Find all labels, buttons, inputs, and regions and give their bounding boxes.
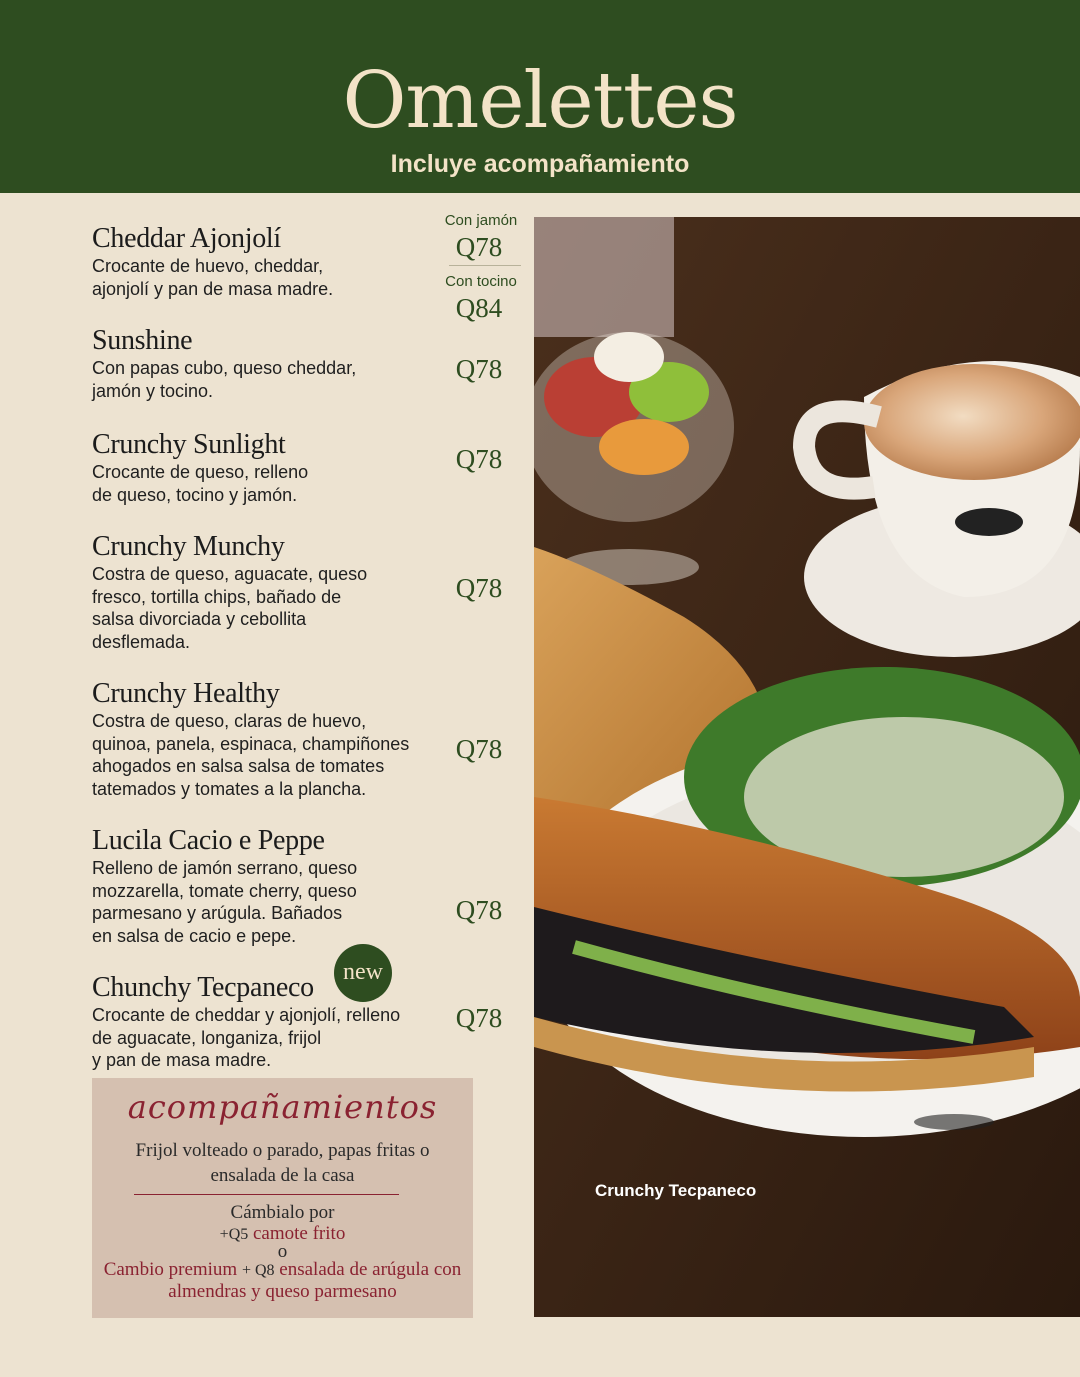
premium-label: Cambio premium bbox=[103, 1259, 238, 1280]
price-bacon: Q84 bbox=[455, 293, 503, 323]
item-name: Lucila Cacio e Peppe bbox=[92, 825, 325, 856]
upgrade-price: +Q5 bbox=[219, 1226, 249, 1243]
sides-change bbox=[92, 1202, 473, 1302]
menu-item-crunchy-healthy bbox=[92, 679, 452, 800]
item-description: Relleno de jamón serrano, queso mozzarella, tomate cherry, queso parmesano y arúgula. Bañados en salsa de cacio e pepe. bbox=[92, 858, 358, 946]
sides-options: Frijol volteado o parado, papas fritas o ensalada de la casa bbox=[135, 1140, 430, 1186]
header-banner bbox=[0, 0, 1080, 193]
page-subtitle: Incluye acompañamiento bbox=[390, 150, 690, 178]
item-name: Cheddar Ajonjolí bbox=[92, 223, 281, 254]
item-price: Q78 bbox=[455, 895, 503, 925]
change-label: Cámbialo por bbox=[230, 1202, 335, 1223]
item-name: Crunchy Sunlight bbox=[92, 429, 286, 460]
item-price: Q78 bbox=[455, 354, 503, 384]
item-description: Crocante de queso, relleno de queso, tocino y jamón. bbox=[92, 462, 309, 505]
photo-caption: Crunchy Tecpaneco bbox=[595, 1181, 757, 1200]
item-price: Q78 bbox=[455, 1003, 503, 1033]
item-description: Costra de queso, claras de huevo, quinoa, panela, espinaca, champiñones ahogados en salsa salsa de tomates tatemados y tomates a la plancha. bbox=[92, 711, 410, 799]
item-name: Sunshine bbox=[92, 325, 193, 356]
item-name: Crunchy Munchy bbox=[92, 531, 285, 562]
sides-divider bbox=[134, 1194, 399, 1195]
food-photo-illustration bbox=[534, 217, 1080, 1317]
price-label-ham: Con jamón bbox=[444, 212, 518, 229]
menu-item-crunchy-sunlight bbox=[92, 430, 442, 506]
price-ham: Q78 bbox=[455, 232, 503, 262]
item-description: Crocante de cheddar y ajonjolí, relleno de aguacate, longaniza, frijol y pan de masa madre. bbox=[92, 1005, 401, 1070]
menu-item-lucila-cacio-e-peppe bbox=[92, 826, 442, 947]
sides-title: acompañamientos bbox=[127, 1088, 438, 1126]
sides-box bbox=[92, 1078, 473, 1318]
upgrade-item: camote frito bbox=[253, 1223, 346, 1244]
new-badge: new bbox=[334, 944, 392, 1002]
item-name: Crunchy Healthy bbox=[92, 678, 280, 709]
or-text: o bbox=[277, 1241, 288, 1262]
menu-item-cheddar-ajonjoli bbox=[92, 224, 442, 300]
menu-item-sunshine bbox=[92, 326, 442, 402]
item-price: Q78 bbox=[455, 444, 503, 474]
price-label-bacon: Con tocino bbox=[445, 273, 517, 290]
item-price: Q78 bbox=[455, 734, 503, 764]
premium-price: + Q8 bbox=[241, 1262, 275, 1279]
item-name: Chunchy Tecpaneco bbox=[92, 972, 314, 1003]
page-title: Omelettes bbox=[342, 56, 738, 146]
premium-line bbox=[92, 1259, 473, 1302]
premium-item: ensalada de arúgula con almendras y queso parmesano bbox=[168, 1259, 462, 1302]
item-description: Costra de queso, aguacate, queso fresco, tortilla chips, bañado de salsa divorciada y cebollita desflemada. bbox=[92, 564, 368, 652]
item-price: Q78 bbox=[455, 573, 503, 603]
item-description: Crocante de huevo, cheddar, ajonjolí y pan de masa madre. bbox=[92, 256, 334, 299]
item-description: Con papas cubo, queso cheddar, jamón y tocino. bbox=[92, 358, 357, 401]
food-photo bbox=[534, 217, 1080, 1317]
price-divider bbox=[449, 265, 521, 266]
menu-item-crunchy-munchy bbox=[92, 532, 442, 653]
